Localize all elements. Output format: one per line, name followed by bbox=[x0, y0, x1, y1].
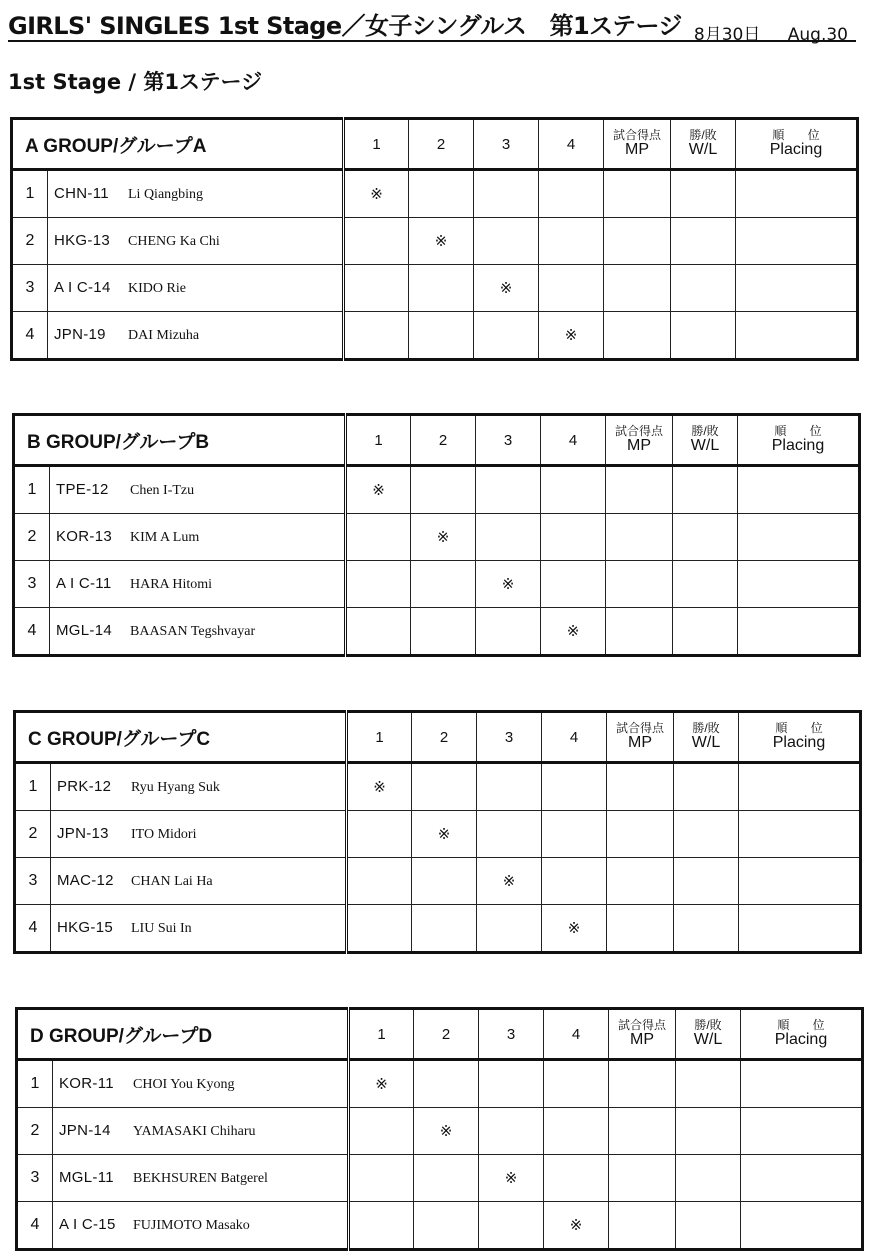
result-cell bbox=[412, 858, 477, 905]
wl-column-header bbox=[676, 1009, 741, 1060]
player-number: 3 bbox=[15, 858, 51, 905]
player-number: 2 bbox=[17, 1108, 53, 1155]
self-match-mark: ※ bbox=[412, 811, 477, 858]
player-row bbox=[15, 763, 861, 811]
player-name: CHENG Ka Chi bbox=[128, 234, 220, 249]
self-match-mark: ※ bbox=[544, 1202, 609, 1250]
player-code: TPE-12 bbox=[56, 481, 109, 498]
wl-cell bbox=[673, 466, 738, 514]
self-match-mark: ※ bbox=[479, 1155, 544, 1202]
player-row bbox=[17, 1060, 863, 1108]
player-code: A I C-11 bbox=[56, 575, 112, 592]
result-cell bbox=[347, 858, 412, 905]
player-row bbox=[12, 265, 858, 312]
column-number-2: 2 bbox=[409, 119, 474, 170]
mp-cell bbox=[606, 514, 673, 561]
wl-cell bbox=[676, 1202, 741, 1250]
self-match-mark: ※ bbox=[474, 265, 539, 312]
result-cell bbox=[411, 608, 476, 656]
result-cell bbox=[479, 1202, 544, 1250]
wl-cell bbox=[673, 514, 738, 561]
result-cell bbox=[474, 312, 539, 360]
result-cell bbox=[346, 561, 411, 608]
player-number: 3 bbox=[14, 561, 50, 608]
column-number-3: 3 bbox=[474, 119, 539, 170]
column-number-4: 4 bbox=[544, 1009, 609, 1060]
result-cell bbox=[344, 218, 409, 265]
self-match-mark: ※ bbox=[409, 218, 474, 265]
placing-cell bbox=[738, 514, 860, 561]
player-row bbox=[17, 1108, 863, 1155]
wl-label-en: W/L bbox=[690, 436, 720, 454]
player-number: 1 bbox=[12, 170, 48, 218]
placing-cell bbox=[738, 466, 860, 514]
player-number: 2 bbox=[15, 811, 51, 858]
group-title: C GROUP/グループC bbox=[15, 712, 347, 763]
column-number-2: 2 bbox=[414, 1009, 479, 1060]
group-title: D GROUP/グループD bbox=[17, 1009, 349, 1060]
player-name: Chen I-Tzu bbox=[130, 483, 195, 498]
mp-column-header bbox=[606, 415, 673, 466]
wl-cell bbox=[671, 265, 736, 312]
mp-cell bbox=[609, 1060, 676, 1108]
wl-column-header bbox=[671, 119, 736, 170]
result-cell bbox=[346, 514, 411, 561]
mp-cell bbox=[609, 1108, 676, 1155]
player-row bbox=[17, 1155, 863, 1202]
column-number-1: 1 bbox=[347, 712, 412, 763]
player-number: 4 bbox=[15, 905, 51, 953]
mp-label-jp: 試合得点 bbox=[615, 721, 664, 736]
placing-label-en: Placing bbox=[772, 733, 826, 751]
mp-cell bbox=[604, 265, 671, 312]
player-row bbox=[17, 1202, 863, 1250]
placing-label-en: Placing bbox=[771, 436, 825, 454]
result-cell bbox=[409, 170, 474, 218]
placing-cell bbox=[736, 312, 858, 360]
result-cell bbox=[409, 312, 474, 360]
player-row bbox=[15, 811, 861, 858]
player-code: MAC-12 bbox=[57, 872, 114, 889]
result-cell bbox=[541, 514, 606, 561]
player-name: HARA Hitomi bbox=[130, 577, 213, 592]
placing-cell bbox=[741, 1108, 863, 1155]
wl-label-en: W/L bbox=[691, 733, 721, 751]
stage-subtitle: 1st Stage / 第1ステージ bbox=[8, 70, 263, 94]
wl-column-header bbox=[674, 712, 739, 763]
wl-label-en: W/L bbox=[693, 1030, 723, 1048]
player-row bbox=[12, 170, 858, 218]
result-cell bbox=[539, 170, 604, 218]
result-cell bbox=[476, 608, 541, 656]
self-match-mark: ※ bbox=[346, 466, 411, 514]
result-cell bbox=[411, 466, 476, 514]
wl-cell bbox=[676, 1060, 741, 1108]
player-name: ITO Midori bbox=[131, 827, 197, 842]
self-match-mark: ※ bbox=[411, 514, 476, 561]
mp-cell bbox=[607, 763, 674, 811]
column-number-1: 1 bbox=[344, 119, 409, 170]
player-code: JPN-14 bbox=[59, 1122, 111, 1139]
placing-cell bbox=[739, 763, 861, 811]
result-cell bbox=[477, 763, 542, 811]
result-cell bbox=[412, 763, 477, 811]
result-cell bbox=[344, 265, 409, 312]
player-code: HKG-13 bbox=[54, 232, 110, 249]
page-header bbox=[8, 4, 856, 45]
placing-cell bbox=[736, 218, 858, 265]
result-cell bbox=[349, 1155, 414, 1202]
player-number: 3 bbox=[12, 265, 48, 312]
player-number: 1 bbox=[15, 763, 51, 811]
self-match-mark: ※ bbox=[347, 763, 412, 811]
page-title: GIRLS' SINGLES 1st Stage／女子シングルス 第1ステージ bbox=[8, 12, 682, 40]
result-cell bbox=[479, 1060, 544, 1108]
result-cell bbox=[412, 905, 477, 953]
player-name: LIU Sui In bbox=[131, 921, 192, 936]
placing-column-header bbox=[741, 1009, 863, 1060]
mp-column-header bbox=[607, 712, 674, 763]
placing-label-jp: 順 位 bbox=[775, 721, 833, 736]
result-cell bbox=[541, 561, 606, 608]
player-cell bbox=[51, 905, 347, 953]
player-cell bbox=[51, 811, 347, 858]
result-cell bbox=[477, 905, 542, 953]
player-row bbox=[12, 312, 858, 360]
result-cell bbox=[539, 265, 604, 312]
group-table-c bbox=[13, 710, 862, 954]
player-number: 4 bbox=[17, 1202, 53, 1250]
column-number-1: 1 bbox=[346, 415, 411, 466]
wl-label-jp: 勝/敗 bbox=[694, 1018, 722, 1033]
result-cell bbox=[477, 811, 542, 858]
group-table-b bbox=[12, 413, 861, 657]
player-name: DAI Mizuha bbox=[128, 328, 200, 343]
wl-label-en: W/L bbox=[688, 140, 718, 158]
placing-cell bbox=[739, 811, 861, 858]
wl-label-jp: 勝/敗 bbox=[691, 424, 719, 439]
player-name: CHAN Lai Ha bbox=[131, 874, 213, 889]
placing-column-header bbox=[738, 415, 860, 466]
column-number-1: 1 bbox=[349, 1009, 414, 1060]
player-name: CHOI You Kyong bbox=[133, 1077, 235, 1092]
placing-column-header bbox=[739, 712, 861, 763]
column-number-2: 2 bbox=[411, 415, 476, 466]
result-cell bbox=[476, 466, 541, 514]
player-number: 1 bbox=[14, 466, 50, 514]
mp-label-en: MP bbox=[625, 140, 649, 158]
self-match-mark: ※ bbox=[477, 858, 542, 905]
group-header-row bbox=[12, 119, 858, 170]
result-cell bbox=[542, 858, 607, 905]
player-cell bbox=[48, 170, 344, 218]
result-cell bbox=[542, 763, 607, 811]
group-header-row bbox=[14, 415, 860, 466]
player-code: KOR-13 bbox=[56, 528, 112, 545]
player-row bbox=[14, 514, 860, 561]
player-cell bbox=[51, 858, 347, 905]
player-cell bbox=[50, 466, 346, 514]
player-name: KIDO Rie bbox=[128, 281, 186, 296]
result-cell bbox=[541, 466, 606, 514]
placing-cell bbox=[739, 905, 861, 953]
date-en: Aug.30 bbox=[787, 25, 848, 45]
mp-cell bbox=[604, 312, 671, 360]
result-cell bbox=[542, 811, 607, 858]
wl-label-jp: 勝/敗 bbox=[689, 128, 717, 143]
self-match-mark: ※ bbox=[542, 905, 607, 953]
wl-cell bbox=[674, 763, 739, 811]
mp-label-en: MP bbox=[627, 436, 651, 454]
result-cell bbox=[347, 811, 412, 858]
player-code: KOR-11 bbox=[59, 1075, 114, 1092]
column-number-3: 3 bbox=[476, 415, 541, 466]
result-cell bbox=[344, 312, 409, 360]
placing-label-en: Placing bbox=[769, 140, 823, 158]
result-cell bbox=[414, 1060, 479, 1108]
player-number: 3 bbox=[17, 1155, 53, 1202]
wl-cell bbox=[671, 218, 736, 265]
player-name: BAASAN Tegshvayar bbox=[130, 624, 256, 639]
player-code: MGL-11 bbox=[59, 1169, 114, 1186]
column-number-3: 3 bbox=[479, 1009, 544, 1060]
player-row bbox=[15, 858, 861, 905]
mp-cell bbox=[604, 218, 671, 265]
group-table-d bbox=[15, 1007, 864, 1251]
self-match-mark: ※ bbox=[541, 608, 606, 656]
result-cell bbox=[539, 218, 604, 265]
player-cell bbox=[48, 312, 344, 360]
player-row bbox=[12, 218, 858, 265]
mp-cell bbox=[606, 608, 673, 656]
result-cell bbox=[476, 514, 541, 561]
header-underline bbox=[8, 40, 856, 42]
player-code: MGL-14 bbox=[56, 622, 112, 639]
player-cell bbox=[53, 1155, 349, 1202]
player-cell bbox=[50, 514, 346, 561]
result-cell bbox=[479, 1108, 544, 1155]
column-number-2: 2 bbox=[412, 712, 477, 763]
result-cell bbox=[349, 1202, 414, 1250]
group-header-row bbox=[15, 712, 861, 763]
result-cell bbox=[411, 561, 476, 608]
date-jp: 8月30日 bbox=[693, 25, 761, 45]
wl-cell bbox=[676, 1108, 741, 1155]
placing-label-jp: 順 位 bbox=[774, 424, 832, 439]
wl-label-jp: 勝/敗 bbox=[692, 721, 720, 736]
mp-label-jp: 試合得点 bbox=[614, 424, 663, 439]
player-cell bbox=[53, 1202, 349, 1250]
placing-cell bbox=[739, 858, 861, 905]
wl-cell bbox=[674, 858, 739, 905]
player-row bbox=[15, 905, 861, 953]
result-cell bbox=[544, 1155, 609, 1202]
player-cell bbox=[50, 561, 346, 608]
player-code: A I C-14 bbox=[54, 279, 111, 296]
column-number-4: 4 bbox=[539, 119, 604, 170]
result-cell bbox=[544, 1060, 609, 1108]
result-cell bbox=[474, 218, 539, 265]
column-number-4: 4 bbox=[542, 712, 607, 763]
player-cell bbox=[51, 763, 347, 811]
player-name: Ryu Hyang Suk bbox=[131, 780, 220, 795]
player-name: BEKHSUREN Batgerel bbox=[133, 1171, 268, 1186]
player-name: Li Qiangbing bbox=[128, 187, 204, 202]
placing-cell bbox=[741, 1155, 863, 1202]
mp-cell bbox=[604, 170, 671, 218]
wl-cell bbox=[671, 170, 736, 218]
player-name: FUJIMOTO Masako bbox=[133, 1218, 250, 1233]
player-code: JPN-13 bbox=[57, 825, 109, 842]
player-cell bbox=[50, 608, 346, 656]
player-code: CHN-11 bbox=[54, 185, 109, 202]
placing-cell bbox=[741, 1060, 863, 1108]
mp-label-en: MP bbox=[630, 1030, 654, 1048]
mp-cell bbox=[609, 1202, 676, 1250]
player-name: YAMASAKI Chiharu bbox=[133, 1124, 256, 1139]
result-cell bbox=[409, 265, 474, 312]
group-table-a bbox=[10, 117, 859, 361]
column-number-3: 3 bbox=[477, 712, 542, 763]
player-code: JPN-19 bbox=[54, 326, 106, 343]
mp-label-jp: 試合得点 bbox=[617, 1018, 666, 1033]
player-number: 4 bbox=[14, 608, 50, 656]
wl-cell bbox=[671, 312, 736, 360]
player-name: KIM A Lum bbox=[130, 530, 200, 545]
placing-cell bbox=[741, 1202, 863, 1250]
mp-label-jp: 試合得点 bbox=[612, 128, 661, 143]
mp-cell bbox=[607, 858, 674, 905]
player-code: A I C-15 bbox=[59, 1216, 116, 1233]
wl-cell bbox=[674, 905, 739, 953]
placing-cell bbox=[736, 265, 858, 312]
mp-cell bbox=[606, 561, 673, 608]
player-cell bbox=[48, 218, 344, 265]
placing-label-jp: 順 位 bbox=[777, 1018, 835, 1033]
placing-cell bbox=[736, 170, 858, 218]
player-cell bbox=[53, 1060, 349, 1108]
mp-column-header bbox=[609, 1009, 676, 1060]
group-title: B GROUP/グループB bbox=[14, 415, 346, 466]
self-match-mark: ※ bbox=[539, 312, 604, 360]
placing-label-en: Placing bbox=[774, 1030, 828, 1048]
result-cell bbox=[347, 905, 412, 953]
wl-column-header bbox=[673, 415, 738, 466]
placing-label-jp: 順 位 bbox=[772, 128, 830, 143]
player-cell bbox=[53, 1108, 349, 1155]
result-cell bbox=[349, 1108, 414, 1155]
wl-cell bbox=[674, 811, 739, 858]
player-number: 1 bbox=[17, 1060, 53, 1108]
result-cell bbox=[346, 608, 411, 656]
wl-cell bbox=[673, 608, 738, 656]
placing-cell bbox=[738, 608, 860, 656]
player-row bbox=[14, 561, 860, 608]
placing-column-header bbox=[736, 119, 858, 170]
wl-cell bbox=[673, 561, 738, 608]
self-match-mark: ※ bbox=[476, 561, 541, 608]
mp-label-en: MP bbox=[628, 733, 652, 751]
player-cell bbox=[48, 265, 344, 312]
player-number: 2 bbox=[14, 514, 50, 561]
group-title: A GROUP/グループA bbox=[12, 119, 344, 170]
player-code: HKG-15 bbox=[57, 919, 113, 936]
mp-column-header bbox=[604, 119, 671, 170]
player-number: 2 bbox=[12, 218, 48, 265]
wl-cell bbox=[676, 1155, 741, 1202]
group-header-row bbox=[17, 1009, 863, 1060]
mp-cell bbox=[609, 1155, 676, 1202]
mp-cell bbox=[607, 811, 674, 858]
placing-cell bbox=[738, 561, 860, 608]
self-match-mark: ※ bbox=[349, 1060, 414, 1108]
result-cell bbox=[414, 1202, 479, 1250]
self-match-mark: ※ bbox=[344, 170, 409, 218]
mp-cell bbox=[606, 466, 673, 514]
result-cell bbox=[414, 1155, 479, 1202]
result-cell bbox=[474, 170, 539, 218]
mp-cell bbox=[607, 905, 674, 953]
result-cell bbox=[544, 1108, 609, 1155]
player-code: PRK-12 bbox=[57, 778, 112, 795]
player-row bbox=[14, 466, 860, 514]
self-match-mark: ※ bbox=[414, 1108, 479, 1155]
player-number: 4 bbox=[12, 312, 48, 360]
player-row bbox=[14, 608, 860, 656]
column-number-4: 4 bbox=[541, 415, 606, 466]
